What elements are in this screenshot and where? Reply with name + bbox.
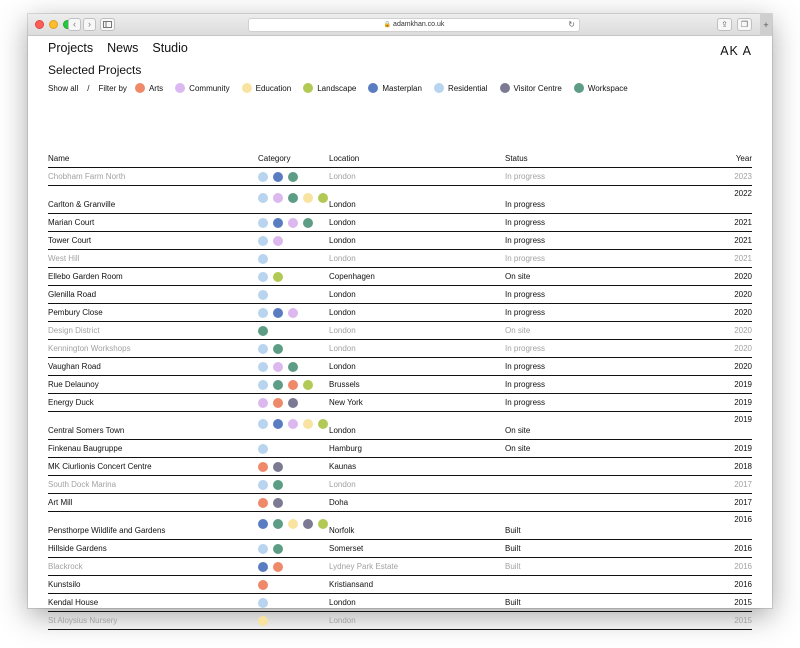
project-year: 2023	[734, 172, 752, 181]
chevron-right-icon: ›	[88, 19, 91, 29]
project-location: Norfolk	[329, 526, 355, 535]
project-location: London	[329, 344, 356, 353]
project-year: 2019	[734, 380, 752, 389]
table-row[interactable]	[48, 594, 752, 612]
project-year: 2021	[734, 254, 752, 263]
category-dot-icon	[273, 419, 283, 429]
project-status: Built	[505, 598, 521, 607]
project-categories	[258, 290, 329, 300]
table-row[interactable]	[48, 322, 752, 340]
filter-chip-workspace[interactable]	[574, 83, 628, 93]
filter-chip-masterplan[interactable]	[368, 83, 422, 93]
project-status: On site	[505, 444, 531, 453]
category-dot-icon	[273, 172, 283, 182]
filter-by-label: Filter by	[98, 83, 127, 93]
filter-chip-label: Visitor Centre	[513, 83, 562, 93]
project-location: London	[329, 290, 356, 299]
category-dot-icon	[258, 444, 268, 454]
project-name: Design District	[48, 326, 100, 335]
address-bar[interactable]	[248, 18, 580, 32]
table-row[interactable]	[48, 376, 752, 394]
project-name: Kennington Workshops	[48, 344, 131, 353]
project-location: New York	[329, 398, 363, 407]
page-title: Selected Projects	[48, 63, 142, 77]
nav-projects[interactable]: Projects	[48, 41, 94, 55]
project-year: 2019	[734, 398, 752, 407]
category-dot-icon	[434, 83, 444, 93]
project-year: 2016	[734, 544, 752, 553]
project-location: London	[329, 326, 356, 335]
project-year: 2019	[734, 444, 752, 453]
table-row[interactable]	[48, 286, 752, 304]
project-location: Kristiansand	[329, 580, 374, 589]
category-dot-icon	[273, 193, 283, 203]
project-location: London	[329, 200, 356, 209]
category-dot-icon	[273, 498, 283, 508]
filter-chip-label: Residential	[447, 83, 488, 93]
project-categories	[258, 380, 329, 390]
tabs-icon: ❐	[740, 20, 749, 29]
category-dot-icon	[258, 290, 268, 300]
project-categories	[258, 254, 329, 264]
project-categories	[258, 616, 329, 626]
header-status[interactable]: Status	[505, 154, 528, 163]
project-categories	[258, 193, 329, 203]
project-name: Kendal House	[48, 598, 99, 607]
project-status: In progress	[505, 308, 546, 317]
project-name: Pembury Close	[48, 308, 103, 317]
project-year: 2021	[734, 218, 752, 227]
nav-news[interactable]: News	[107, 41, 139, 55]
category-dot-icon	[258, 254, 268, 264]
filter-chip-community[interactable]	[175, 83, 229, 93]
project-name: Finkenau Baugruppe	[48, 444, 123, 453]
project-name: Tower Court	[48, 236, 92, 245]
url-text: adamkhan.co.uk	[393, 21, 445, 28]
main-nav	[48, 41, 188, 55]
table-row[interactable]	[48, 440, 752, 458]
category-dot-icon	[273, 218, 283, 228]
project-categories	[258, 236, 329, 246]
category-dot-icon	[273, 362, 283, 372]
project-location: London	[329, 254, 356, 263]
category-dot-icon	[273, 308, 283, 318]
project-status: On site	[505, 326, 531, 335]
category-dot-icon	[273, 544, 283, 554]
site-logo[interactable]: AK A	[720, 44, 752, 58]
project-location: Kaunas	[329, 462, 357, 471]
category-dot-icon	[258, 498, 268, 508]
nav-studio[interactable]: Studio	[152, 41, 188, 55]
project-location: London	[329, 598, 356, 607]
category-dot-icon	[303, 380, 313, 390]
category-dot-icon	[273, 272, 283, 282]
project-status: In progress	[505, 236, 546, 245]
project-year: 2017	[734, 498, 752, 507]
share-icon: ⇪	[721, 20, 728, 29]
table-header	[48, 146, 752, 168]
category-dot-icon	[318, 193, 328, 203]
project-name: Hillside Gardens	[48, 544, 107, 553]
category-dot-icon	[258, 218, 268, 228]
project-status: In progress	[505, 290, 546, 299]
project-status: Built	[505, 562, 521, 571]
header-name[interactable]: Name	[48, 154, 70, 163]
project-location: London	[329, 426, 356, 435]
chevron-left-icon: ‹	[73, 19, 76, 29]
forward-button[interactable]	[83, 18, 96, 31]
category-dot-icon	[258, 519, 268, 529]
close-window-button[interactable]	[35, 20, 44, 29]
category-dot-icon	[135, 83, 145, 93]
filter-chip-label: Community	[189, 83, 230, 93]
project-year: 2021	[734, 236, 752, 245]
minimize-window-button[interactable]	[49, 20, 58, 29]
project-name: Blackrock	[48, 562, 83, 571]
project-location: London	[329, 480, 356, 489]
sidebar-toggle-button[interactable]	[100, 18, 115, 31]
project-categories	[258, 544, 329, 554]
project-categories	[258, 218, 329, 228]
project-name: Energy Duck	[48, 398, 94, 407]
project-name: MK Ciurlionis Concert Centre	[48, 462, 152, 471]
category-dot-icon	[288, 362, 298, 372]
filter-chip-label: Landscape	[317, 83, 357, 93]
table-row[interactable]	[48, 576, 752, 594]
table-row[interactable]	[48, 512, 752, 540]
browser-window	[28, 14, 772, 625]
category-dot-icon	[273, 519, 283, 529]
project-name: Art Mill	[48, 498, 73, 507]
project-year: 2016	[734, 562, 752, 571]
project-year: 2020	[734, 326, 752, 335]
table-row[interactable]	[48, 268, 752, 286]
project-location: Somerset	[329, 544, 364, 553]
category-dot-icon	[258, 362, 268, 372]
project-categories	[258, 480, 329, 490]
project-status: In progress	[505, 218, 546, 227]
table-row[interactable]	[48, 232, 752, 250]
show-all-link[interactable]: Show all	[48, 83, 79, 93]
browser-toolbar	[28, 14, 772, 36]
category-dot-icon	[574, 83, 584, 93]
lock-icon: 🔒	[383, 22, 392, 28]
category-dot-icon	[273, 398, 283, 408]
table-row[interactable]	[48, 394, 752, 412]
project-year: 2020	[734, 308, 752, 317]
category-dot-icon	[303, 83, 313, 93]
project-status: On site	[505, 426, 531, 435]
new-tab-button[interactable]	[760, 14, 772, 36]
table-row[interactable]	[48, 476, 752, 494]
project-categories	[258, 580, 329, 590]
page-content	[28, 36, 772, 625]
filter-chip-arts[interactable]	[135, 83, 163, 93]
table-row[interactable]	[48, 250, 752, 268]
table-row[interactable]	[48, 304, 752, 322]
filter-chip-landscape[interactable]	[303, 83, 356, 93]
project-categories	[258, 598, 329, 608]
category-dot-icon	[303, 419, 313, 429]
category-dot-icon	[258, 236, 268, 246]
project-status: Built	[505, 526, 521, 535]
project-status: In progress	[505, 172, 546, 181]
filter-bar	[48, 83, 640, 93]
project-year: 2020	[734, 290, 752, 299]
filter-chip-residential[interactable]	[434, 83, 488, 93]
table-row[interactable]	[48, 540, 752, 558]
header-year[interactable]: Year	[735, 154, 752, 163]
project-categories	[258, 398, 329, 408]
project-status: On site	[505, 272, 531, 281]
category-dot-icon	[258, 272, 268, 282]
category-dot-icon	[303, 193, 313, 203]
category-dot-icon	[258, 172, 268, 182]
category-dot-icon	[288, 398, 298, 408]
category-dot-icon	[258, 462, 268, 472]
category-dot-icon	[258, 326, 268, 336]
project-year: 2020	[734, 344, 752, 353]
table-row[interactable]	[48, 186, 752, 214]
category-dot-icon	[288, 419, 298, 429]
project-name: Rue Delaunoy	[48, 380, 99, 389]
filter-chip-label: Workspace	[587, 83, 628, 93]
header-location[interactable]: Location	[329, 154, 360, 163]
category-dot-icon	[273, 480, 283, 490]
project-name: West Hill	[48, 254, 80, 263]
share-button[interactable]	[717, 18, 732, 31]
category-dot-icon	[273, 236, 283, 246]
table-row[interactable]	[48, 494, 752, 512]
sidebar-icon	[103, 21, 112, 28]
project-location: London	[329, 362, 356, 371]
project-status: In progress	[505, 380, 546, 389]
project-categories	[258, 326, 329, 336]
category-dot-icon	[273, 380, 283, 390]
project-categories	[258, 172, 329, 182]
project-status: In progress	[505, 344, 546, 353]
table-row[interactable]	[48, 340, 752, 358]
project-categories	[258, 519, 329, 529]
project-name: Carlton & Granville	[48, 200, 116, 209]
table-row[interactable]	[48, 214, 752, 232]
table-row[interactable]	[48, 168, 752, 186]
project-year: 2016	[734, 515, 752, 524]
category-dot-icon	[273, 562, 283, 572]
project-year: 2018	[734, 462, 752, 471]
project-year: 2022	[734, 189, 752, 198]
filter-chip-label: Arts	[148, 83, 164, 93]
project-year: 2020	[734, 272, 752, 281]
category-dot-icon	[318, 519, 328, 529]
category-dot-icon	[273, 344, 283, 354]
category-dot-icon	[258, 419, 268, 429]
project-categories	[258, 498, 329, 508]
filter-chip-label: Masterplan	[382, 83, 422, 93]
project-location: Doha	[329, 498, 349, 507]
project-year: 2015	[734, 616, 752, 625]
category-dot-icon	[288, 172, 298, 182]
project-categories	[258, 444, 329, 454]
category-dot-icon	[258, 193, 268, 203]
category-dot-icon	[258, 544, 268, 554]
category-dot-icon	[175, 83, 185, 93]
project-categories	[258, 462, 329, 472]
category-dot-icon	[258, 344, 268, 354]
category-dot-icon	[242, 83, 252, 93]
project-location: London	[329, 218, 356, 227]
category-dot-icon	[288, 193, 298, 203]
project-categories	[258, 362, 329, 372]
project-name: Vaughan Road	[48, 362, 101, 371]
project-location: London	[329, 308, 356, 317]
project-year: 2015	[734, 598, 752, 607]
project-year: 2017	[734, 480, 752, 489]
table-row[interactable]	[48, 558, 752, 576]
header-category[interactable]: Category	[258, 154, 291, 163]
project-name: Chobham Farm North	[48, 172, 126, 181]
project-name: Marian Court	[48, 218, 95, 227]
category-dot-icon	[288, 380, 298, 390]
window-controls	[35, 20, 72, 29]
category-dot-icon	[500, 83, 510, 93]
filter-separator: /	[87, 83, 90, 93]
category-dot-icon	[288, 519, 298, 529]
project-status: In progress	[505, 398, 546, 407]
plus-icon: +	[763, 20, 769, 30]
table-body	[48, 168, 752, 630]
reload-icon[interactable]: ↻	[568, 20, 575, 29]
project-status: In progress	[505, 362, 546, 371]
project-categories	[258, 308, 329, 318]
category-dot-icon	[258, 380, 268, 390]
project-name: Glenilla Road	[48, 290, 97, 299]
project-status: In progress	[505, 200, 546, 209]
project-location: Copenhagen	[329, 272, 375, 281]
projects-table	[48, 146, 752, 630]
category-dot-icon	[258, 562, 268, 572]
category-dot-icon	[288, 218, 298, 228]
project-categories	[258, 272, 329, 282]
project-year: 2019	[734, 415, 752, 424]
category-dot-icon	[368, 83, 378, 93]
project-status: In progress	[505, 254, 546, 263]
category-dot-icon	[258, 308, 268, 318]
project-status: Built	[505, 544, 521, 553]
project-location: London	[329, 172, 356, 181]
show-tabs-button[interactable]	[737, 18, 752, 31]
category-dot-icon	[258, 580, 268, 590]
category-dot-icon	[258, 598, 268, 608]
project-location: Lydney Park Estate	[329, 562, 399, 571]
category-dot-icon	[258, 616, 268, 626]
category-dot-icon	[258, 398, 268, 408]
category-dot-icon	[318, 419, 328, 429]
category-dot-icon	[288, 308, 298, 318]
project-year: 2016	[734, 580, 752, 589]
category-dot-icon	[258, 480, 268, 490]
project-categories	[258, 344, 329, 354]
category-dot-icon	[273, 462, 283, 472]
project-name: Central Somers Town	[48, 426, 125, 435]
project-name: Kunstsilo	[48, 580, 81, 589]
filter-chip-visitor-centre[interactable]	[500, 83, 562, 93]
category-dot-icon	[303, 519, 313, 529]
project-categories	[258, 562, 329, 572]
project-name: Pensthorpe Wildlife and Gardens	[48, 526, 166, 535]
table-row[interactable]	[48, 412, 752, 440]
project-location: Brussels	[329, 380, 360, 389]
table-row[interactable]	[48, 358, 752, 376]
project-location: London	[329, 236, 356, 245]
filter-chip-label: Education	[255, 83, 292, 93]
project-name: South Dock Marina	[48, 480, 117, 489]
table-row[interactable]	[48, 612, 752, 630]
project-name: St Aloysius Nursery	[48, 616, 118, 625]
back-button[interactable]	[68, 18, 81, 31]
project-location: Hamburg	[329, 444, 362, 453]
project-year: 2020	[734, 362, 752, 371]
project-name: Ellebo Garden Room	[48, 272, 123, 281]
table-row[interactable]	[48, 458, 752, 476]
filter-chip-education[interactable]	[242, 83, 292, 93]
project-location: London	[329, 616, 356, 625]
category-dot-icon	[303, 218, 313, 228]
project-categories	[258, 419, 329, 429]
